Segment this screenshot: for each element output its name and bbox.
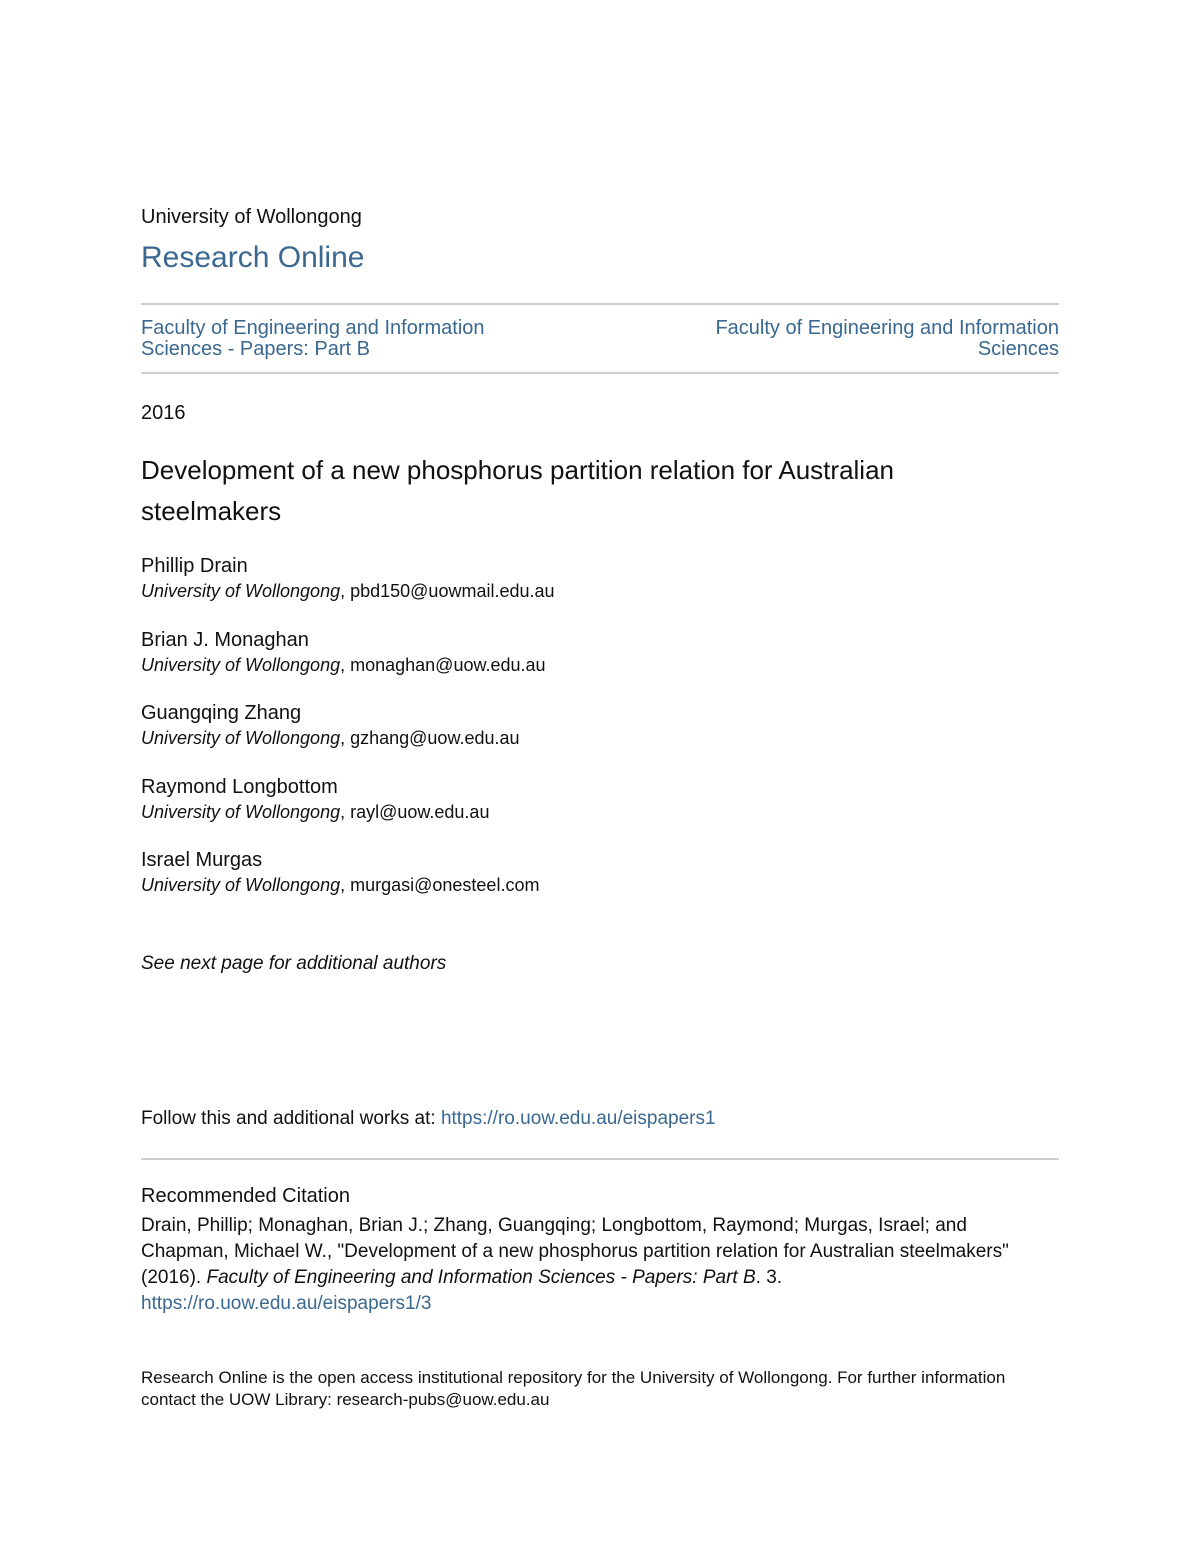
collection-link-papers-part-b[interactable]: Faculty of Engineering and Information Sciences - Papers: Part B	[141, 317, 485, 360]
author-institution: University of Wollongong	[141, 581, 341, 601]
author-email: , murgasi@onesteel.com	[340, 875, 540, 895]
author-affiliation	[141, 725, 1041, 751]
divider-citation	[141, 1158, 1059, 1160]
citation-heading: Recommended Citation	[141, 1185, 350, 1207]
footer-note: Research Online is the open access institutional repository for the University of Wollongong. For further information contact the UOW Library: research-pubs@uow.edu.au	[141, 1368, 1006, 1409]
author-name: Brian J. Monaghan	[141, 628, 309, 651]
research-online-link[interactable]: Research Online	[141, 241, 365, 274]
author-name: Raymond Longbottom	[141, 775, 338, 798]
follow-works	[141, 1108, 716, 1130]
author-institution: University of Wollongong	[141, 654, 341, 675]
author-list	[141, 554, 1041, 922]
author-entry	[141, 701, 1041, 775]
divider-collections	[141, 372, 1059, 374]
paper-title: Development of a new phosphorus partition relation for Australian steelmakers	[141, 455, 894, 526]
author-entry	[141, 848, 1041, 922]
citation-body	[141, 1213, 1059, 1317]
author-entry	[141, 554, 1041, 628]
author-name: Phillip Drain	[141, 555, 248, 577]
author-institution: University of Wollongong	[141, 875, 341, 895]
author-email: , pbd150@uowmail.edu.au	[340, 581, 555, 601]
divider-top	[141, 303, 1059, 305]
author-institution: University of Wollongong	[141, 801, 341, 822]
citation-text: Drain, Phillip; Monaghan, Brian J.; Zhang, Guangqing; Longbottom, Raymond; Murgas, Israel; and Chapman, Michael W., "Development of a new phosphorus partition relation for Australian steelmakers" (2016).	[141, 1215, 1009, 1288]
collection-link-faculty[interactable]: Faculty of Engineering and Information Sciences	[715, 317, 1059, 360]
author-name: Israel Murgas	[141, 849, 263, 871]
author-name: Guangqing Zhang	[141, 702, 302, 724]
author-email: , gzhang@uow.edu.au	[340, 728, 520, 748]
author-email: , rayl@uow.edu.au	[340, 801, 490, 822]
author-entry	[141, 628, 1041, 702]
additional-authors-note: See next page for additional authors	[141, 953, 447, 974]
author-affiliation	[141, 799, 1041, 825]
author-affiliation	[141, 578, 1041, 604]
citation-number: . 3.	[755, 1267, 783, 1288]
citation-journal: Faculty of Engineering and Information Sciences - Papers: Part B	[206, 1267, 756, 1288]
author-institution: University of Wollongong	[141, 728, 341, 748]
author-email: , monaghan@uow.edu.au	[340, 654, 546, 675]
author-affiliation	[141, 872, 1041, 898]
follow-label: Follow this and additional works at:	[141, 1108, 441, 1129]
citation-link[interactable]: https://ro.uow.edu.au/eispapers1/3	[141, 1293, 432, 1314]
publication-year: 2016	[141, 402, 186, 424]
author-affiliation	[141, 652, 1041, 678]
follow-works-link[interactable]: https://ro.uow.edu.au/eispapers1	[440, 1108, 716, 1129]
author-entry	[141, 775, 1041, 849]
institution-name: University of Wollongong	[141, 206, 362, 228]
